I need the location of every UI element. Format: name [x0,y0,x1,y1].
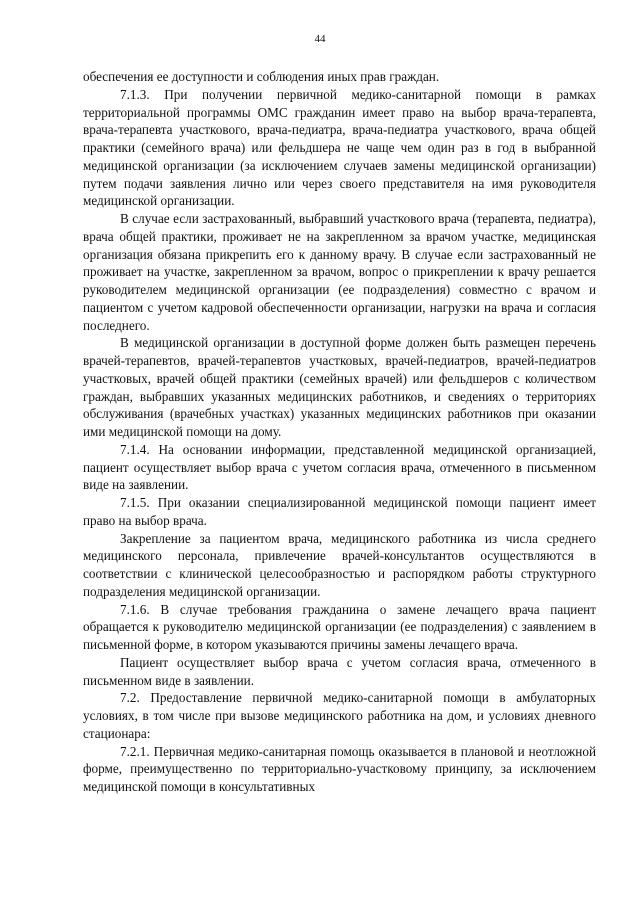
paragraph: Закрепление за пациентом врача, медицинского работника из числа среднего медицинского персонала, привлечение врачей-консультантов осуществляются в соответствии с клинической целесообразностью и распорядком работы структурного подразделения медицинской организации. [83,530,596,599]
paragraph: 7.1.5. При оказании специализированной медицинской помощи пациент имеет право на выбор врача. [83,495,596,528]
paragraph: 7.1.6. В случае требования гражданина о замене лечащего врача пациент обращается к руководителю медицинской организации (ее подразделения) с заявлением в письменной форме, в котором указываются причины замены лечащего врача. [83,601,596,652]
body-text [83,68,596,796]
paragraph: обеспечения ее доступности и соблюдения иных прав граждан. [83,69,440,84]
paragraph: В медицинской организации в доступной форме должен быть размещен перечень врачей-терапевтов, врачей-терапевтов участковых, врачей-педиатров, врачей-педиатров участковых, врачей общей практики (семейных врачей) или фельдшеров с количеством граждан, выбравших указанных медицинских работников, и сведениях о территориях обслуживания (врачебных участках) указанных медицинских работников при оказании ими медицинской помощи на дому. [83,335,596,439]
paragraph: 7.1.3. При получении первичной медико-санитарной помощи в рамках территориальной программы ОМС гражданин имеет право на выбор врача-терапевта, врача-терапевта участкового, врача-педиатра, врача-педиатра участкового, врача общей практики (семейного врача) или фельдшера не чаще чем один раз в год в выбранной медицинской организации (за исключением случаев замены медицинской организации) путем подачи заявления лично или через своего представителя на имя руководителя медицинской организации. [83,86,596,209]
page-number: 44 [314,33,326,45]
paragraph: 7.2. Предоставление первичной медико-санитарной помощи в амбулаторных условиях, в том числе при вызове медицинского работника на дом, и условиях дневного стационара: [83,690,596,741]
paragraph: В случае если застрахованный, выбравший участкового врача (терапевта, педиатра), врача общей практики, проживает не на закрепленном за врачом участке, медицинская организация обязана прикрепить его к данному врачу. В случае если застрахованный не проживает на участке, закрепленном за врачом, вопрос о прикреплении к врачу решается руководителем медицинской организации (ее подразделения) совместно с врачом и пациентом с учетом кадровой обеспеченности организации, нагрузки на врача и согласия последнего. [83,211,596,333]
paragraph: Пациент осуществляет выбор врача с учетом согласия врача, отмеченного в письменном виде в заявлении. [83,654,596,688]
paragraph: 7.2.1. Первичная медико-санитарная помощь оказывается в плановой и неотложной форме, преимущественно по территориально-участковому принципу, за исключением медицинской помощи в консультативных [83,743,596,794]
paragraph: 7.1.4. На основании информации, представленной медицинской организацией, пациент осуществляет выбор врача с учетом согласия врача, отмеченного в письменном виде на заявлении. [83,441,596,493]
